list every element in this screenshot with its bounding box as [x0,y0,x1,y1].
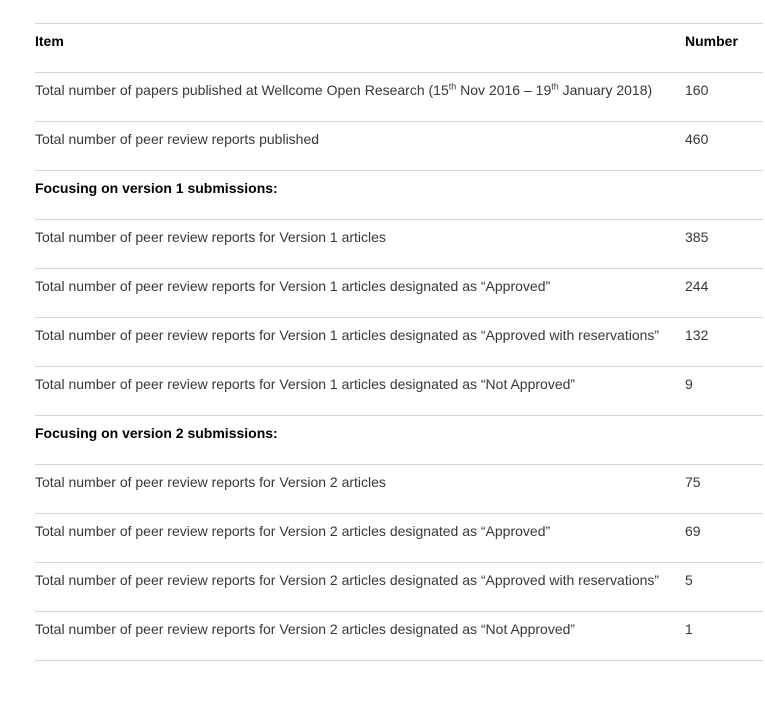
item-cell: Total number of peer review reports for Version 2 articles designated as “Not Approved” [35,612,683,661]
ordinal-superscript: th [551,81,559,92]
item-text: January 2018) [558,82,653,98]
item-cell: Total number of peer review reports for Version 2 articles designated as “Approved with reservations” [35,563,683,612]
table-header-row [35,24,763,73]
table-row [35,465,763,514]
number-cell: 132 [683,318,763,367]
table-row [35,73,763,122]
table-row [35,318,763,367]
review-stats-table-container [35,23,763,661]
table-row [35,563,763,612]
number-cell: 160 [683,73,763,122]
table-row [35,220,763,269]
item-cell: Total number of peer review reports for Version 1 articles designated as “Not Approved” [35,367,683,416]
section-header-version-1 [35,171,763,220]
number-cell: 1 [683,612,763,661]
number-column-header: Number [683,24,763,73]
section-header-label: Focusing on version 1 submissions: [35,171,763,220]
table-row [35,514,763,563]
table-row [35,122,763,171]
item-cell: Total number of peer review reports for Version 1 articles [35,220,683,269]
table-row [35,269,763,318]
number-cell: 75 [683,465,763,514]
number-cell: 9 [683,367,763,416]
section-header-label: Focusing on version 2 submissions: [35,416,763,465]
item-cell: Total number of peer review reports for Version 2 articles [35,465,683,514]
ordinal-superscript: th [448,81,457,92]
number-cell: 244 [683,269,763,318]
item-column-header: Item [35,24,683,73]
section-header-version-2 [35,416,763,465]
item-cell: Total number of peer review reports published [35,122,683,171]
review-stats-table [35,23,763,661]
item-cell: Total number of peer review reports for Version 2 articles designated as “Approved” [35,514,683,563]
number-cell: 69 [683,514,763,563]
item-cell: Total number of peer review reports for Version 1 articles designated as “Approved with reservations” [35,318,683,367]
table-row [35,367,763,416]
item-cell: Total number of peer review reports for Version 1 articles designated as “Approved” [35,269,683,318]
item-cell [35,73,683,122]
item-text: Total number of papers published at Wellcome Open Research (15 [35,82,449,98]
number-cell: 460 [683,122,763,171]
number-cell: 5 [683,563,763,612]
number-cell: 385 [683,220,763,269]
item-text: Nov 2016 – 19 [456,82,552,98]
table-row [35,612,763,661]
